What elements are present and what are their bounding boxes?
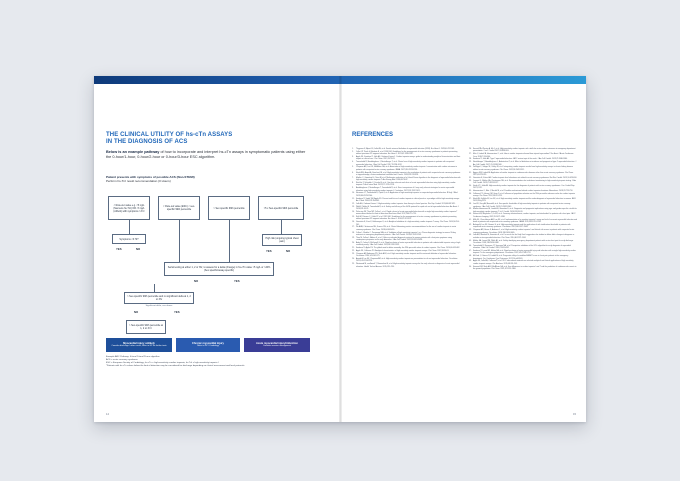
footnote: Example ARC Pathway: 0-hour/1-hour/2-hour algorithm — [106, 356, 160, 358]
flow-box-above-99th-repeat: > Sex-specific 99th percentile at 1, 2 or 3 hr — [126, 320, 166, 334]
reference-item — [469, 172, 578, 177]
reference-text: Anand A, Lee KK, Chapman AR, et al. High-sensitivity cardiac troponin on presentation to rule out myocardial infarction. Circulation. 2021;143:2214-2224. — [356, 257, 458, 263]
footnote: *Patients with hs-cTn values below the limit of detection may be considered for discharge depending on clinical assessment and local protocols. — [106, 365, 245, 367]
footnotes — [106, 356, 321, 368]
reference-number: 34. — [469, 184, 472, 187]
reference-number: 28. — [469, 158, 472, 161]
reference-text: Wu AHB, Christenson RH, Greene DN, et al. Clinical laboratory practice recommendations for the use of cardiac troponin in acute coronary syndrome. Clin Chem. 2018;64:645-655. — [356, 226, 457, 231]
reference-number: 10. — [352, 192, 355, 195]
flow-box-serial-testing: Serial testing at either 1, 2 or 3hr, to assess for a delta (change) in hs-cTn value >5 ng/L or >20% (Sex specific/assay-specific) — [164, 262, 274, 276]
flow-note-delta: Significant delta, see above — [145, 305, 173, 307]
reference-text: Giannitsis E, Katus HA. Cardiac troponin level elevations not related to acute coronary syndromes. Nat Rev Cardiol. 2013;10:623-634. — [473, 176, 577, 179]
reference-number: 23. — [352, 252, 355, 255]
reference-text: Sandoval Y, Smith SW, Apple FS. Present and future of cardiac troponin in clinical practice: a paradigm shift to high-sensitivity assays. Am J Med. 2016;129:354-365. — [356, 197, 460, 203]
label-yes-1: YES — [116, 247, 122, 251]
reference-item — [352, 237, 461, 242]
reference-text: Than M, Cullen L, Aldous S, et al. 2-Hour accelerated diagnostic protocol to assess patients with chest pain symptoms using contemporary troponins as the only biomarker. J Am Coll Cardiol. 2012;59:2091-2098. — [356, 236, 453, 242]
reference-number: 35. — [469, 189, 472, 192]
reference-item — [352, 166, 461, 171]
reference-item — [469, 166, 578, 171]
reference-number: 48. — [469, 255, 472, 258]
reference-item — [469, 266, 578, 271]
reference-text: Kimenai DM, Shah ASV, McAllister DA, et al. Sex differences in cardiac troponin I and T and the prediction of cardiovascular events in the general population. Clin Chem. 2021;67:1351-1360. — [473, 265, 577, 270]
reference-number: 5. — [352, 166, 354, 169]
reference-text: Collinson PO, Heung YM, Gaze D, et al. Influence of population selection on the 99th percentile reference value for cardiac troponin assays. Clin Chem. 2012;58:219-225. — [473, 192, 575, 198]
reference-text: Januzzi JL, Mahler SA, Christenson RH, et al. Recommendations for institutions transitioning to high-sensitivity troponin testing. J Am Coll Cardiol. 2019;73:1059-1077. — [473, 179, 577, 184]
reference-text: Eggers KM, Lindahl B. Application of cardiac troponin in cardiovascular diseases other than acute coronary syndrome. Clin Chem. 2017;63:223-235. — [473, 171, 574, 177]
outcome-chronic-injury: Chronic myocardial injury Refer to GP / Cardiology — [176, 338, 240, 352]
references-column-1 — [352, 148, 461, 398]
flow-box-above-99th: > Sex specific 99th percentile — [208, 196, 250, 220]
reference-item — [469, 240, 578, 245]
reference-text: Apple FS, Jaffe AS, Collinson P, et al. IFCC educational materials on selected analytical and clinical applications of high sensitivity cardiac troponin assays. Clin Biochem. 2015;48:201-203. — [473, 260, 574, 265]
reference-text: Sandoval Y, Jaffe AS. Type 2 myocardial infarction: JACC review topic of the week. J Am Coll Cardiol. 2019;73:1846-1860. — [473, 158, 568, 161]
reference-number: 3. — [352, 155, 354, 158]
reference-number: 30. — [469, 166, 472, 169]
outcome-injury-unlikely: Myocardial injury unlikely Consider discharge / other cause; Refer to GP for further tests — [106, 338, 172, 352]
title-line-1: THE CLINICAL UTILITY OF hs-cTn ASSAYS — [106, 132, 233, 138]
reference-number: 40. — [469, 213, 472, 216]
reference-item — [352, 211, 461, 216]
reference-text: Apple FS, Collinson PO. Analytical characteristics of high-sensitivity cardiac troponin assays. Clin Chem. 2012;58:54-61. — [356, 249, 450, 252]
reference-text: Lee KK, Ferry AV, Anand A, et al. Sex-specific thresholds of high-sensitivity troponin in patients with suspected acute coronary syndrome. J Am Coll Cardiol. 2019;74:2032-2043. — [473, 203, 571, 208]
left-page — [94, 84, 340, 422]
reference-number: 47. — [469, 249, 472, 252]
reference-text: Cullen L, Mueller C, Parsonage WA, et al. Validation of high-sensitivity troponin I in a 2-hour diagnostic strategy to assess 30-day outcomes in emergency department patients. J Am Coll Cardiol. 2013;62:1242-1249. — [356, 231, 456, 236]
reference-number: 42. — [469, 223, 472, 226]
reference-number: 49. — [469, 260, 472, 263]
reference-text: Mueller C, Giannitsis E, Christ M, et al. Multicenter evaluation of a 0-hour/1-hour algorithm in the diagnosis of myocardial infarction with high-sensitivity cardiac troponin T. Ann Emerg Med. 2016;68:76-87. — [356, 176, 461, 182]
reference-number: 32. — [469, 176, 472, 179]
footnote: ACS = acute coronary syndrome — [106, 359, 138, 361]
reference-text: Body R, Carley S, McDowell G, et al. Rapid exclusion of acute myocardial infarction in patients with undetectable troponin using a high-sensitivity assay. J Am Coll Cardiol. 2011;58:1332-1339. — [356, 241, 461, 247]
reference-number: 31. — [469, 171, 472, 174]
flow-box-symptoms: Symptoms <3 Hr? — [112, 234, 146, 244]
reference-text: Twerenbold R, Boeddinghaus J, Nestelberger T, et al. Clinical use of high-sensitivity cardiac troponin in patients with suspected myocardial infarction. J Am Coll Cardiol. 2017;70:996-1012. — [356, 161, 455, 166]
references-columns — [352, 148, 578, 398]
reference-item — [469, 219, 578, 224]
reference-number: 21. — [352, 247, 355, 250]
reference-number: 19. — [352, 236, 355, 239]
reference-number: 4. — [352, 161, 354, 164]
reference-number: 37. — [469, 197, 472, 200]
reference-number: 15. — [352, 215, 355, 218]
flow-box-no-delta: > Sex-specific 99th percentile and no significant delta at 1, 2 or 3hr — [124, 292, 194, 304]
subhead-bold: Patient presents with symptoms of possible ACS (Non-STEMI) — [106, 175, 195, 179]
reference-number: 27. — [469, 153, 472, 156]
reference-text: Ferencik M, Mayrhofer T, Lu MT, et al. Coronary atherosclerosis, cardiac troponin, and interleukin-6 in patients with chest pain. JACC Cardiovasc Imaging. 2022;15:1427-1438. — [473, 213, 576, 218]
reference-item — [352, 232, 461, 237]
reference-number: 43. — [469, 229, 472, 232]
reference-text: Chapman AR, Hesse K, Andrews J, et al. High-sensitivity cardiac troponin I and clinical risk scores in patients with suspected acute coronary syndrome. Circulation. 2018;138:1654-1665. — [473, 229, 575, 234]
footnote: ESC = European Society of Cardiology; hs-cTn = high-sensitivity cardiac troponin; hs-TnI = high-sensitivity troponin I — [106, 362, 219, 364]
reference-text: Giannitsis E, Kurz K, Hallermayer K, et al. Analytical validation of a high-sensitivity cardiac troponin T assay. Clin Chem. 2010;56:254-261. — [356, 221, 460, 226]
reference-item — [469, 193, 578, 198]
page-number-right: 15 — [573, 413, 576, 416]
reference-text: Vasile VC, Jaffe AS. High-sensitivity cardiac troponin for the diagnosis of patients with acute coronary syndromes. Curr Cardiol Rep. 2017;19:92. — [473, 184, 575, 190]
reference-text: Chapman AR, Adamson PD, Shah ASV, et al. High-sensitivity cardiac troponin and the universal definition of myocardial infarction. Circulation. 2020;141:161-171. — [356, 252, 457, 258]
subhead-rest: Perform hs-TnI result recommendation (0 Hours) — [106, 178, 171, 183]
reference-text: Jaffe AS, Ordonez-Llanos J. High-sensitivity cardiac troponin: from theory to clinical practice. Rev Esp Cardiol. 2013;66:687-691. — [356, 202, 456, 205]
label-no-3: NO — [194, 279, 199, 283]
reference-number: 46. — [469, 244, 472, 247]
title-line-2: IN THE DIAGNOSIS OF ACS — [106, 139, 188, 145]
reference-text: Mills NL, Churchhouse AM, Lee KK, et al. Implementation of a sensitive troponin I assay and risk of recurrent myocardial infarction and death in patients with suspected acute coronary syndrome. JAMA. 2011;305:1210-1216. — [473, 218, 578, 224]
reference-text: Sandoval Y, Lewis BR, Mehta RA, et al. Rapid exclusion of acute myocardial injury and infarction with a single high-sensitivity cardiac troponin T in the emergency department. Circulation. 2022;145:1708-1719. — [473, 249, 576, 255]
reference-number: 16. — [352, 221, 355, 224]
references-title: REFERENCES — [352, 132, 394, 138]
label-yes-2: YES — [266, 249, 272, 253]
page-title — [106, 132, 232, 146]
flow-box-5x-99th: >5 x Sex-specific 99th percentile — [258, 196, 304, 220]
reference-item — [352, 206, 461, 211]
reference-text: Roffi M, Patrono C, Collet JP, et al. 2015 ESC Guidelines for the management of acute coronary syndromes in patients presenting without persistent ST-segment elevation. Eur Heart J. 2016;37:267-315. — [356, 215, 457, 221]
reference-item — [469, 260, 578, 265]
reference-text: Shah AS, Griffiths M, Lee KK, et al. High sensitivity cardiac troponin and the under-diagnosis of myocardial infarction in women. BMJ. 2015;350:g7873. — [473, 197, 576, 203]
reference-text: Wildi K, Nelles B, Twerenbold R, et al. Safety and efficacy of the 0h/3h protocol for rapid rule out of myocardial infarction. Am Heart J. 2016;181:16-25. — [356, 205, 459, 210]
reference-item — [469, 234, 578, 239]
reference-number: 26. — [469, 148, 472, 150]
reference-number: 9. — [352, 187, 354, 190]
reference-number: 36. — [469, 192, 472, 195]
reference-text: Reichlin T, Schindler C, Drexler B, et al. One-hour rule-out and rule-in of acute myocardial infarction using high-sensitivity cardiac troponin T. Arch Intern Med. 2012;172:1211-1218. — [356, 181, 456, 187]
reference-item — [352, 226, 461, 231]
flow-box-high-risk: High risk (ongoing typical chest pain) — [262, 234, 302, 246]
reference-text: Sandoval Y, Apple FS. The global need to define normality: the 99th percentile value of cardiac troponin. Clin Chem. 2014;60:455-462. — [356, 247, 460, 250]
reference-number: 14. — [352, 210, 355, 213]
reference-number: 45. — [469, 239, 472, 242]
reference-item — [352, 151, 461, 156]
reference-text: Mahler SA, Lenoir KM, Wells BJ, et al. Safely identifying emergency department patients with acute chest pain for early discharge. Circulation. 2018;138:2456-2468. — [473, 239, 574, 244]
reference-text: Nestelberger T, Boeddinghaus J, Badertscher P, et al. Effect of definition on incidence and prognosis of type 2 myocardial infarction. J Am Coll Cardiol. 2017;70:1558-1568. — [473, 161, 577, 166]
reference-text: Pickering JW, Than MP, Cullen L, et al. Rapid rule-out of acute myocardial infarction with a single high-sensitivity cardiac troponin T measurement below the limit of detection. Ann Intern Med. 2017;166:715-724. — [356, 210, 458, 216]
reference-number: 38. — [469, 203, 472, 206]
arrow-3 — [229, 220, 230, 262]
label-no-4: NO — [134, 310, 139, 314]
reference-text: Twerenbold R, Neumann JT, Sorensen NA, et al. Prospective validation of the 0/1-h algorithm for early diagnosis of myocardial infarction. J Am Coll Cardiol. 2018;72:620-632. — [473, 244, 571, 250]
reference-text: Apple FS, Sandoval Y, Jaffe AS, Ordonez-Llanos J. Cardiac troponin assays: guide to understanding analytical characteristics and their impact on clinical care. Clin Chem. 2017;63:73-81. — [356, 155, 461, 161]
reference-text: Kavsak PA, Worster A, Ma J, et al. High-sensitivity cardiac troponin risk cutoffs for acute cardiac outcomes at emergency department presentation. Can J Cardiol. 2017;33:898-903. — [473, 148, 576, 153]
reference-text: Mueller-Hennessen M, Lindahl B, Giannitsis E, et al. Diagnostic and prognostic implications using age- and gender-specific cut-offs for high-sensitivity cardiac troponin T. Int J Cardiol. 2016;209:26-33. — [473, 208, 577, 213]
arrow-1 — [129, 220, 130, 234]
arrow-2 — [179, 220, 180, 262]
reference-number: 12. — [352, 202, 355, 205]
reference-number: 1. — [352, 148, 354, 150]
page-number-left: 14 — [106, 413, 109, 416]
reference-number: 18. — [352, 231, 355, 234]
reference-number: 50. — [469, 265, 472, 268]
references-column-2 — [469, 148, 578, 398]
arrow-4 — [281, 220, 282, 234]
reference-text: Bularga A, Lee KK, Stewart S, et al. High-sensitivity troponin and the application of risk stratification thresholds in patients with suspected acute coronary syndrome. Circulation. 2019;140:1557-1568. — [473, 223, 571, 229]
reference-number: 25. — [352, 263, 355, 266]
intro-bold: Below is an example pathway — [106, 150, 160, 154]
intro-rest: of how to incorporate and interpret hs-cTn assays in symptomatic patients using either the 0-hour/1-hour, 0-hour/2-hour or 0-hour/3-hour ESC algorithm. — [106, 150, 306, 160]
reference-number: 8. — [352, 181, 354, 184]
reference-item — [352, 253, 461, 258]
reference-text: Shah ASV, Anand A, Strachan FE, et al. High-sensitivity troponin in the evaluation of patients with suspected acute coronary syndrome: a stepped-wedge, cluster-randomised controlled trial. Lancet. 2018;392:919-928. — [356, 171, 461, 177]
reference-number: 33. — [469, 179, 472, 182]
reference-text: Collet JP, Thiele H, Barbato E, et al. 2020 ESC Guidelines for the management of acute coronary syndromes in patients presenting without persistent ST-segment elevation. Eur Heart J. 2021;42:1289-1367. — [356, 150, 458, 156]
reference-text: Chapman AR, Lee KK, McAllister DA, et al. Association of high-sensitivity cardiac troponin I concentration with cardiac outcomes in patients with suspected acute coronary syndrome. JAMA. 2017;318:1913-1924. — [356, 166, 458, 171]
reference-text: Jaffe AS, Moeckel M, Giannitsis E, et al. In search for the Holy Grail: suggestions for studies to define delta changes to diagnose or exclude acute myocardial infarction. Clin Chem. 2014;60:1237-1244. — [473, 234, 575, 239]
reference-number: 44. — [469, 234, 472, 237]
flow-box-ruleout-esc: < Rule-out value (ESC) < sex-specific 99th percentile — [158, 196, 200, 220]
reference-number: 29. — [469, 161, 472, 164]
reference-text: Hammarsten O, Mair J, Mockel M, et al. Possible mechanisms behind cardiac troponin elevations. Biomarkers. 2018;23:725-734. — [473, 189, 573, 192]
arrow-5 — [154, 284, 155, 292]
reference-text: Mair J, Lindahl B, Hammarsten O, et al. How is cardiac troponin released from injured myocardium? Eur Heart J Acute Cardiovasc Care. 2018;7:553-560. — [473, 153, 574, 158]
reference-item — [469, 185, 578, 190]
reference-item — [469, 245, 578, 250]
reference-text: Westwood M, van Asselt T, Ramaekers B, et al. High-sensitivity troponin assays for the early rule-out or diagnosis of acute myocardial infarction. Health Technol Assess. 2015;19:1-234. — [356, 263, 460, 268]
brochure-spread — [94, 76, 586, 422]
flow-box-ruleout: < Rule-out value e.g. <5 ng/L (Siemens hs-TnI) OR <3 ng/L (Abbott) with symptoms >3 hr — [108, 196, 150, 220]
outcome-acute-injury: Acute myocardial injury/infarction Consider invasive management — [244, 338, 310, 352]
reference-number: 24. — [352, 257, 355, 260]
reference-number: 2. — [352, 150, 354, 153]
reference-item — [352, 198, 461, 203]
reference-number: 22. — [352, 249, 355, 252]
label-yes-3: YES — [234, 279, 240, 283]
reference-text: Neumann JT, Twerenbold R, Ojeda F, et al. Application of high-sensitivity troponin in suspected myocardial infarction. N Engl J Med. 2019;380:2529-2540. — [356, 192, 458, 197]
reference-item — [352, 263, 461, 268]
reference-text: Boeddinghaus J, Nestelberger T, Twerenbold R, et al. Direct comparison of 4 very early rule-out strategies for acute myocardial infarction using high-sensitivity cardiac troponin I. Circulation. 2017;135:1597-1611. — [356, 187, 455, 192]
reference-number: 17. — [352, 226, 355, 229]
right-page — [342, 84, 586, 422]
reference-number: 13. — [352, 205, 355, 208]
reference-number: 41. — [469, 218, 472, 221]
reference-text: Thygesen K, Alpert JS, Jaffe AS, et al. Fourth universal definition of myocardial infarction (2018). Eur Heart J. 2019;40:237-269. — [356, 148, 455, 150]
reference-number: 20. — [352, 241, 355, 244]
reference-item — [352, 172, 461, 177]
reference-text: McCord J, Cabrera R, Lindahl B, et al. Prognostic utility of a modified HEART score in chest pain patients in the emergency department. Circ Cardiovasc Qual Outcomes. 2017;10:e003101. — [473, 255, 569, 260]
reference-number: 39. — [469, 208, 472, 211]
reference-number: 6. — [352, 171, 354, 174]
reference-item — [352, 177, 461, 182]
pathway-subhead — [106, 176, 306, 184]
label-no-2: NO — [286, 249, 291, 253]
reference-text: DeFilippi C, Seliger SL, Kelley W, et al. Interpreting cardiac troponin results from high-sensitivity assays in chronic kidney disease without acute coronary syndrome. Clin Chem. 2012;58:1342-1351. — [473, 166, 573, 171]
reference-item — [352, 192, 461, 197]
reference-number: 11. — [352, 197, 355, 200]
reference-item — [469, 213, 578, 218]
label-no-1: NO — [136, 247, 141, 251]
label-yes-4: YES — [174, 310, 180, 314]
intro-paragraph — [106, 150, 306, 160]
reference-number: 7. — [352, 176, 354, 179]
reference-item — [469, 180, 578, 185]
